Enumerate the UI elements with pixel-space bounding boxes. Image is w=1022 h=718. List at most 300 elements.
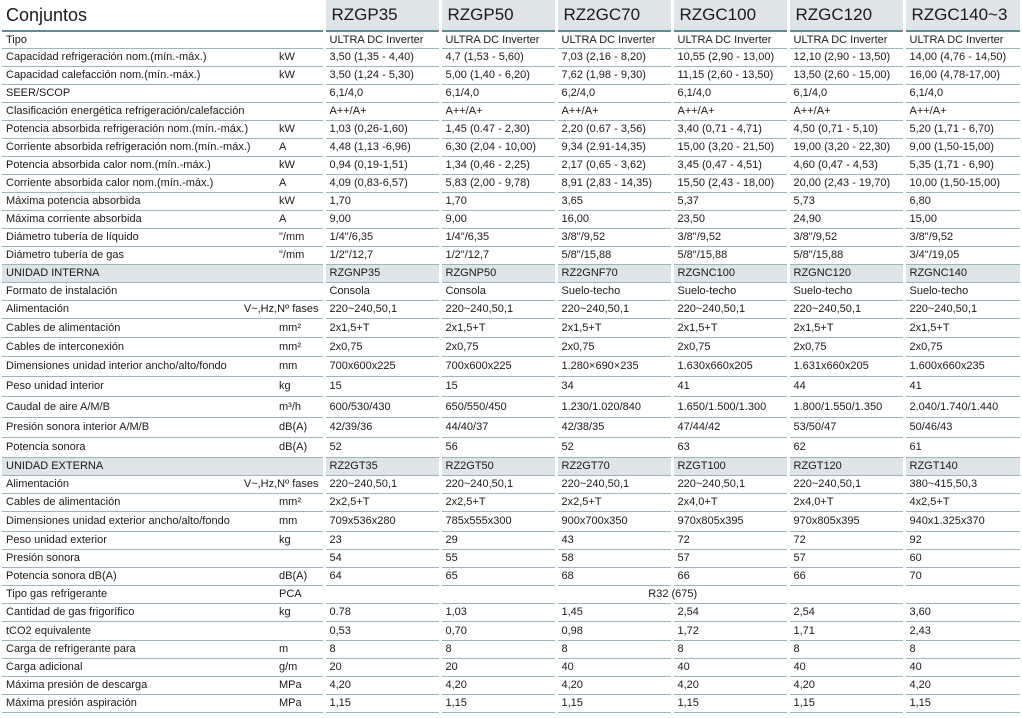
value-cell: 970x805x395 — [788, 511, 904, 531]
row-label: Presión sonora — [2, 549, 276, 567]
value-cell: 2x4,0+T — [788, 493, 904, 511]
value-cell: Suelo-techo — [788, 282, 904, 300]
spec-row — [2, 84, 1020, 102]
spec-row — [2, 318, 1020, 337]
value-cell: 13,50 (2,60 - 15,00) — [788, 66, 904, 84]
value-cell: 5,35 (1,71 - 6,90) — [904, 156, 1020, 174]
row-unit: mm² — [276, 337, 324, 356]
spec-row — [2, 120, 1020, 138]
value-cell: 2,43 — [904, 621, 1020, 640]
value-cell: 2x0,75 — [440, 337, 556, 356]
value-cell: 9,00 (1,50-15,00) — [904, 138, 1020, 156]
row-label: Cantidad de gas frigorífico — [2, 603, 276, 621]
value-cell: 1.230/1.020/840 — [556, 396, 672, 417]
row-label: Peso unidad exterior — [2, 531, 276, 549]
row-label: Carga de refrigerante para — [2, 640, 276, 658]
model-code: RZGT120 — [788, 457, 904, 475]
value-cell: 2x0,75 — [904, 337, 1020, 356]
model-code: RZGNP35 — [324, 264, 440, 282]
spec-row — [2, 31, 1020, 48]
value-cell: 24,90 — [788, 210, 904, 228]
spec-row — [2, 549, 1020, 567]
model-header: RZ2GC70 — [556, 0, 672, 31]
spec-row — [2, 621, 1020, 640]
value-cell: A++/A+ — [440, 102, 556, 120]
section-label: UNIDAD INTERNA — [2, 264, 276, 282]
row-unit — [276, 84, 324, 102]
spec-row — [2, 417, 1020, 437]
row-unit-text: V~,Hz,Nº fases — [243, 303, 319, 315]
value-cell: 220~240,50,1 — [440, 300, 556, 318]
spec-row — [2, 246, 1020, 264]
value-cell: 1,15 — [672, 694, 788, 712]
row-unit — [276, 457, 324, 475]
value-cell: 9,34 (2.91-14,35) — [556, 138, 672, 156]
value-cell: 40 — [788, 658, 904, 676]
value-cell: 5/8"/15,88 — [788, 246, 904, 264]
row-unit: mm² — [276, 318, 324, 337]
value-cell: 1/4"/6,35 — [440, 228, 556, 246]
row-unit: mm — [276, 511, 324, 531]
row-unit — [276, 282, 324, 300]
value-cell: 4,20 — [672, 676, 788, 694]
value-cell: 53/50/47 — [788, 417, 904, 437]
value-cell: 41 — [904, 376, 1020, 396]
value-cell: 2x2,5+T — [324, 493, 440, 511]
value-cell: 40 — [904, 658, 1020, 676]
value-cell: 0,53 — [324, 621, 440, 640]
value-cell: 2x2,5+T — [556, 493, 672, 511]
value-cell: 4,20 — [788, 676, 904, 694]
row-unit: A — [276, 138, 324, 156]
value-cell: 63 — [672, 437, 788, 457]
value-cell: 380~415,50,3 — [904, 475, 1020, 493]
row-unit: g/m — [276, 658, 324, 676]
spec-row — [2, 640, 1020, 658]
spec-row — [2, 192, 1020, 210]
model-code: RZGNC140 — [904, 264, 1020, 282]
value-cell: 900x700x350 — [556, 511, 672, 531]
value-cell: 8,91 (2,83 - 14,35) — [556, 174, 672, 192]
value-cell: 2x0,75 — [324, 337, 440, 356]
value-cell: 1,45 (0.47 - 2,30) — [440, 120, 556, 138]
value-cell: 1,15 — [904, 694, 1020, 712]
row-unit: mm — [276, 356, 324, 376]
table-title: Conjuntos — [2, 0, 324, 31]
row-unit: kg — [276, 376, 324, 396]
spec-row — [2, 493, 1020, 511]
value-cell: 3/4"/19,05 — [904, 246, 1020, 264]
value-cell: 3/8"/9,52 — [904, 228, 1020, 246]
value-cell: 220~240,50,1 — [788, 475, 904, 493]
value-cell: A++/A+ — [788, 102, 904, 120]
value-cell: Consola — [324, 282, 440, 300]
value-cell: 44 — [788, 376, 904, 396]
model-code: RZGT100 — [672, 457, 788, 475]
row-unit: MPa — [276, 676, 324, 694]
value-cell: ULTRA DC Inverter — [672, 31, 788, 48]
value-cell: 8 — [672, 640, 788, 658]
spec-row — [2, 210, 1020, 228]
value-cell: 3,65 — [556, 192, 672, 210]
value-cell: 2x1,5+T — [556, 318, 672, 337]
value-cell: 10,00 (1,50-15,00) — [904, 174, 1020, 192]
value-cell: 2x1,5+T — [788, 318, 904, 337]
row-unit-text: V~,Hz,Nº fases — [243, 478, 319, 490]
spec-table-body — [2, 0, 1020, 712]
spec-row — [2, 567, 1020, 585]
value-cell: 41 — [672, 376, 788, 396]
spec-row — [2, 356, 1020, 376]
value-cell: 9,00 — [324, 210, 440, 228]
row-label-group — [6, 478, 319, 490]
value-cell: 64 — [324, 567, 440, 585]
value-cell: 44/40/37 — [440, 417, 556, 437]
value-cell: 66 — [788, 567, 904, 585]
value-cell: 42/38/35 — [556, 417, 672, 437]
value-cell: 220~240,50,1 — [324, 300, 440, 318]
value-cell: 5,00 (1,40 - 6,20) — [440, 66, 556, 84]
row-label: Corriente absorbida calor nom.(mín.-máx.) — [2, 174, 276, 192]
section-label: UNIDAD EXTERNA — [2, 457, 276, 475]
model-code: RZ2GT50 — [440, 457, 556, 475]
spec-row — [2, 156, 1020, 174]
section-row — [2, 457, 1020, 475]
value-cell: 40 — [672, 658, 788, 676]
value-cell: 9,00 — [440, 210, 556, 228]
row-label: Carga adicional — [2, 658, 276, 676]
value-cell: 40 — [556, 658, 672, 676]
row-unit: A — [276, 174, 324, 192]
value-cell: 2x1,5+T — [672, 318, 788, 337]
model-header: RZGC100 — [672, 0, 788, 31]
value-cell: 5,20 (1,71 - 6,70) — [904, 120, 1020, 138]
row-label: Dimensiones unidad exterior ancho/alto/fondo — [2, 511, 276, 531]
value-cell: ULTRA DC Inverter — [556, 31, 672, 48]
value-cell: 15 — [440, 376, 556, 396]
value-cell: 1.650/1.500/1.300 — [672, 396, 788, 417]
value-cell: 20 — [324, 658, 440, 676]
spec-row — [2, 174, 1020, 192]
value-cell: 4,20 — [556, 676, 672, 694]
value-cell: 3/8"/9,52 — [788, 228, 904, 246]
row-label: tCO2 equivalente — [2, 621, 276, 640]
value-cell: 0,94 (0,19-1,51) — [324, 156, 440, 174]
spec-row — [2, 585, 1020, 603]
value-cell: 1,70 — [440, 192, 556, 210]
spec-row — [2, 228, 1020, 246]
row-label: Diámetro tubería de gas — [2, 246, 276, 264]
value-cell: 19,00 (3,20 - 22,30) — [788, 138, 904, 156]
model-header: RZGP35 — [324, 0, 440, 31]
row-unit — [276, 102, 324, 120]
spec-table — [2, 0, 1020, 713]
value-cell: 220~240,50,1 — [672, 475, 788, 493]
spec-row — [2, 337, 1020, 356]
row-label: Presión sonora interior A/M/B — [2, 417, 276, 437]
value-cell: 50/46/43 — [904, 417, 1020, 437]
value-cell: 3,45 (0,47 - 4,51) — [672, 156, 788, 174]
value-cell: 15,50 (2,43 - 18,00) — [672, 174, 788, 192]
row-label — [2, 475, 324, 493]
row-unit: kW — [276, 66, 324, 84]
value-cell: 220~240,50,1 — [440, 475, 556, 493]
value-cell: 12,10 (2,90 - 13,50) — [788, 48, 904, 66]
value-cell: 20 — [440, 658, 556, 676]
value-cell: 7,62 (1,98 - 9,30) — [556, 66, 672, 84]
value-cell: 23,50 — [672, 210, 788, 228]
value-cell: 1.600x660x235 — [904, 356, 1020, 376]
value-cell: Suelo-techo — [672, 282, 788, 300]
row-unit: m — [276, 640, 324, 658]
value-cell: 14,00 (4,76 - 14,50) — [904, 48, 1020, 66]
value-cell: 1,15 — [556, 694, 672, 712]
spec-row — [2, 66, 1020, 84]
value-cell: 34 — [556, 376, 672, 396]
value-cell: 1,72 — [672, 621, 788, 640]
value-cell: ULTRA DC Inverter — [324, 31, 440, 48]
value-cell: 15,00 (3,20 - 21,50) — [672, 138, 788, 156]
value-cell: 785x555x300 — [440, 511, 556, 531]
row-label: Tipo — [2, 31, 276, 48]
spec-row — [2, 676, 1020, 694]
spec-row — [2, 694, 1020, 712]
row-unit: dB(A) — [276, 437, 324, 457]
row-label: Cables de interconexión — [2, 337, 276, 356]
value-cell: 1.800/1.550/1.350 — [788, 396, 904, 417]
row-label: Máxima potencia absorbida — [2, 192, 276, 210]
value-cell: 6,30 (2,04 - 10,00) — [440, 138, 556, 156]
row-label-group — [6, 303, 319, 315]
value-cell: 2x0,75 — [556, 337, 672, 356]
value-cell: 6,80 — [904, 192, 1020, 210]
row-unit: dB(A) — [276, 567, 324, 585]
value-cell: 65 — [440, 567, 556, 585]
row-label: Dimensiones unidad interior ancho/alto/fondo — [2, 356, 276, 376]
value-cell: 15 — [324, 376, 440, 396]
value-cell: 92 — [904, 531, 1020, 549]
value-cell: 8 — [324, 640, 440, 658]
row-unit: MPa — [276, 694, 324, 712]
spec-row — [2, 300, 1020, 318]
row-label: Peso unidad interior — [2, 376, 276, 396]
model-code: RZGNC100 — [672, 264, 788, 282]
value-cell: 600/530/430 — [324, 396, 440, 417]
value-cell: 6,1/4,0 — [904, 84, 1020, 102]
value-cell: 4,50 (0,71 - 5,10) — [788, 120, 904, 138]
row-label: Máxima corriente absorbida — [2, 210, 276, 228]
spec-row — [2, 102, 1020, 120]
spec-row — [2, 531, 1020, 549]
model-code: RZ2GT35 — [324, 457, 440, 475]
value-cell: 220~240,50,1 — [672, 300, 788, 318]
value-cell: 10,55 (2,90 - 13,00) — [672, 48, 788, 66]
spec-row — [2, 437, 1020, 457]
row-unit: kW — [276, 156, 324, 174]
value-cell: 8 — [556, 640, 672, 658]
value-cell: 3,50 (1,35 - 4,40) — [324, 48, 440, 66]
value-cell: 6,2/4,0 — [556, 84, 672, 102]
value-cell: 1/2"/12,7 — [324, 246, 440, 264]
value-cell: 2x0,75 — [672, 337, 788, 356]
value-cell: Suelo-techo — [556, 282, 672, 300]
row-label: Potencia sonora — [2, 437, 276, 457]
value-cell: 58 — [556, 549, 672, 567]
value-cell: 3,40 (0,71 - 4,71) — [672, 120, 788, 138]
value-cell: A++/A+ — [556, 102, 672, 120]
row-unit: kg — [276, 531, 324, 549]
header-row — [2, 0, 1020, 31]
row-label: Potencia sonora dB(A) — [2, 567, 276, 585]
model-code: RZGNC120 — [788, 264, 904, 282]
value-cell: 68 — [556, 567, 672, 585]
spec-row — [2, 658, 1020, 676]
value-cell: 940x1.325x370 — [904, 511, 1020, 531]
value-cell: 23 — [324, 531, 440, 549]
value-cell: 57 — [788, 549, 904, 567]
row-unit: "/mm — [276, 228, 324, 246]
value-cell: 43 — [556, 531, 672, 549]
model-header: RZGP50 — [440, 0, 556, 31]
spec-row — [2, 475, 1020, 493]
value-cell: Suelo-techo — [904, 282, 1020, 300]
value-cell: 0,70 — [440, 621, 556, 640]
value-cell: 4,20 — [904, 676, 1020, 694]
value-cell: 5,73 — [788, 192, 904, 210]
value-cell: 2x1,5+T — [440, 318, 556, 337]
value-cell: 8 — [904, 640, 1020, 658]
row-label: Máxima presión aspiración — [2, 694, 276, 712]
value-cell: 4,7 (1,53 - 5,60) — [440, 48, 556, 66]
merged-value: R32 (675) — [324, 585, 1020, 603]
value-cell: 1,15 — [324, 694, 440, 712]
value-cell: 16,00 — [556, 210, 672, 228]
row-unit — [276, 264, 324, 282]
value-cell: 2x0,75 — [788, 337, 904, 356]
model-header: RZGC120 — [788, 0, 904, 31]
value-cell: 0,98 — [556, 621, 672, 640]
value-cell: 700x600x225 — [440, 356, 556, 376]
value-cell: 47/44/42 — [672, 417, 788, 437]
value-cell: 970x805x395 — [672, 511, 788, 531]
value-cell: 1,70 — [324, 192, 440, 210]
value-cell: 1.280×690×235 — [556, 356, 672, 376]
model-header: RZGC140~3 — [904, 0, 1020, 31]
value-cell: 1,45 — [556, 603, 672, 621]
value-cell: 1,03 (0,26-1,60) — [324, 120, 440, 138]
value-cell: 2,54 — [672, 603, 788, 621]
row-label: SEER/SCOP — [2, 84, 276, 102]
value-cell: 62 — [788, 437, 904, 457]
section-row — [2, 264, 1020, 282]
value-cell: 220~240,50,1 — [788, 300, 904, 318]
value-cell: 72 — [672, 531, 788, 549]
value-cell: 4,20 — [440, 676, 556, 694]
value-cell: 4x2,5+T — [904, 493, 1020, 511]
model-code: RZ2GNF70 — [556, 264, 672, 282]
value-cell: 5/8"/15,88 — [672, 246, 788, 264]
value-cell: 52 — [324, 437, 440, 457]
spec-row — [2, 138, 1020, 156]
value-cell: 42/39/36 — [324, 417, 440, 437]
model-code: RZGT140 — [904, 457, 1020, 475]
spec-row — [2, 603, 1020, 621]
spec-row — [2, 48, 1020, 66]
row-label: Tipo gas refrigerante — [2, 585, 276, 603]
spec-row — [2, 511, 1020, 531]
value-cell: 54 — [324, 549, 440, 567]
value-cell: 3,50 (1,24 - 5,30) — [324, 66, 440, 84]
spec-row — [2, 376, 1020, 396]
value-cell: 4,48 (1,13 -6,96) — [324, 138, 440, 156]
value-cell: 70 — [904, 567, 1020, 585]
value-cell: 66 — [672, 567, 788, 585]
value-cell: 20,00 (2,43 - 19,70) — [788, 174, 904, 192]
value-cell: 16,00 (4,78-17,00) — [904, 66, 1020, 84]
row-unit — [276, 31, 324, 48]
value-cell: 1/2"/12,7 — [440, 246, 556, 264]
value-cell: 1,03 — [440, 603, 556, 621]
row-unit: m³/h — [276, 396, 324, 417]
value-cell: ULTRA DC Inverter — [904, 31, 1020, 48]
value-cell: 8 — [788, 640, 904, 658]
value-cell: 3,60 — [904, 603, 1020, 621]
value-cell: 2x1,5+T — [324, 318, 440, 337]
value-cell: 2x1,5+T — [904, 318, 1020, 337]
value-cell: 6,1/4,0 — [324, 84, 440, 102]
row-unit — [276, 549, 324, 567]
value-cell: 72 — [788, 531, 904, 549]
row-unit: kg — [276, 603, 324, 621]
row-label: Corriente absorbida refrigeración nom.(mín.-máx.) — [2, 138, 276, 156]
value-cell: A++/A+ — [672, 102, 788, 120]
value-cell: 5/8"/15,88 — [556, 246, 672, 264]
value-cell: 6,1/4,0 — [672, 84, 788, 102]
row-label: Máxima presión de descarga — [2, 676, 276, 694]
value-cell: ULTRA DC Inverter — [440, 31, 556, 48]
value-cell: 2,17 (0,65 - 3,62) — [556, 156, 672, 174]
row-label: Potencia absorbida refrigeración nom.(mín.-máx.) — [2, 120, 276, 138]
row-unit: A — [276, 210, 324, 228]
value-cell: A++/A+ — [324, 102, 440, 120]
value-cell: 2,54 — [788, 603, 904, 621]
value-cell: 4,60 (0,47 - 4,53) — [788, 156, 904, 174]
model-code: RZGNP50 — [440, 264, 556, 282]
model-code: RZ2GT70 — [556, 457, 672, 475]
value-cell: 6,1/4,0 — [440, 84, 556, 102]
row-unit: mm² — [276, 493, 324, 511]
value-cell: 709x536x280 — [324, 511, 440, 531]
value-cell: 57 — [672, 549, 788, 567]
row-label — [2, 300, 324, 318]
value-cell: 5,83 (2,00 - 9,78) — [440, 174, 556, 192]
row-unit: PCA — [276, 585, 324, 603]
row-unit: "/mm — [276, 246, 324, 264]
value-cell: 1.631x660x205 — [788, 356, 904, 376]
row-label-text: Alimentación — [6, 478, 69, 490]
value-cell: 3/8"/9,52 — [672, 228, 788, 246]
row-label: Formato de instalación — [2, 282, 276, 300]
row-label: Cables de alimentación — [2, 318, 276, 337]
value-cell: 4,20 — [324, 676, 440, 694]
value-cell: 220~240,50,1 — [556, 475, 672, 493]
value-cell: 60 — [904, 549, 1020, 567]
value-cell: 220~240,50,1 — [324, 475, 440, 493]
value-cell: 11,15 (2,60 - 13,50) — [672, 66, 788, 84]
row-unit: dB(A) — [276, 417, 324, 437]
value-cell: 2.040/1.740/1.440 — [904, 396, 1020, 417]
value-cell: 7,03 (2,16 - 8,20) — [556, 48, 672, 66]
